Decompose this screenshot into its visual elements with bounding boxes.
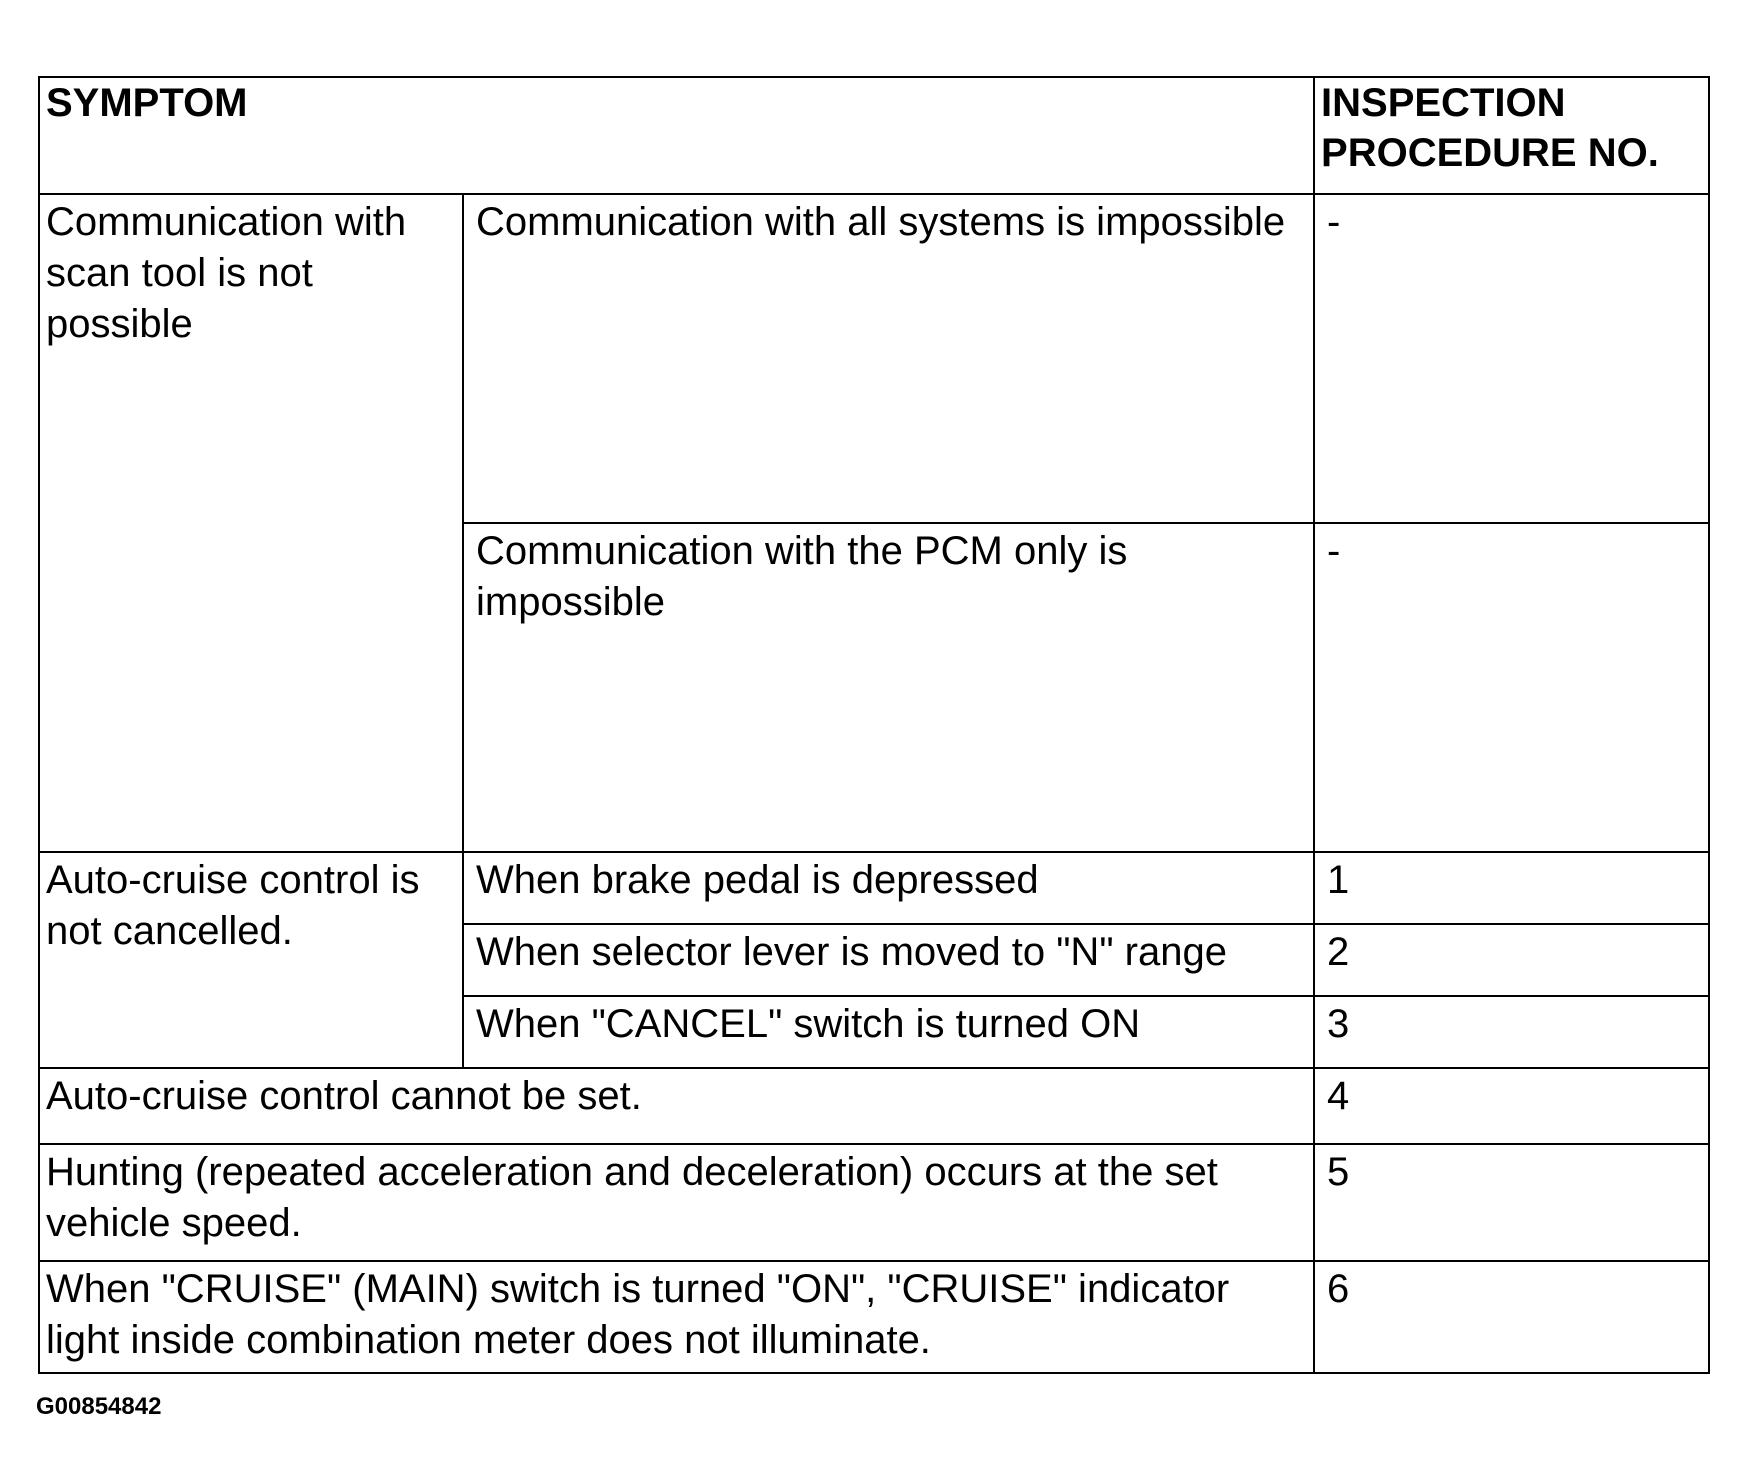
procedure-cell: - <box>1314 194 1709 523</box>
procedure-cell: - <box>1314 523 1709 852</box>
figure-id: G00854842 <box>36 1393 162 1420</box>
table-row <box>39 1144 1709 1261</box>
condition-cell: When "CANCEL" switch is turned ON <box>463 996 1314 1068</box>
condition-cell: Communication with all systems is impossible <box>463 194 1314 523</box>
table-row <box>39 194 1709 523</box>
condition-cell: Communication with the PCM only is impossible <box>463 523 1314 852</box>
condition-cell: When selector lever is moved to "N" range <box>463 924 1314 996</box>
procedure-cell: 3 <box>1314 996 1709 1068</box>
procedure-cell: 6 <box>1314 1261 1709 1373</box>
symptom-cell: Auto-cruise control cannot be set. <box>39 1068 1314 1144</box>
symptom-table <box>38 76 1710 1374</box>
symptom-cell: Hunting (repeated acceleration and deceleration) occurs at the set vehicle speed. <box>39 1144 1314 1261</box>
symptom-cell: Auto-cruise control is not cancelled. <box>39 852 463 1068</box>
header-symptom: SYMPTOM <box>39 77 1314 194</box>
procedure-cell: 2 <box>1314 924 1709 996</box>
table-row <box>39 852 1709 924</box>
condition-cell: When brake pedal is depressed <box>463 852 1314 924</box>
table-row <box>39 1068 1709 1144</box>
header-procedure: INSPECTION PROCEDURE NO. <box>1314 77 1709 194</box>
procedure-cell: 5 <box>1314 1144 1709 1261</box>
procedure-cell: 1 <box>1314 852 1709 924</box>
procedure-cell: 4 <box>1314 1068 1709 1144</box>
header-row <box>39 77 1709 194</box>
symptom-cell: Communication with scan tool is not possible <box>39 194 463 852</box>
table-row <box>39 1261 1709 1373</box>
symptom-cell: When "CRUISE" (MAIN) switch is turned "ON", "CRUISE" indicator light inside combination meter does not illuminate. <box>39 1261 1314 1373</box>
